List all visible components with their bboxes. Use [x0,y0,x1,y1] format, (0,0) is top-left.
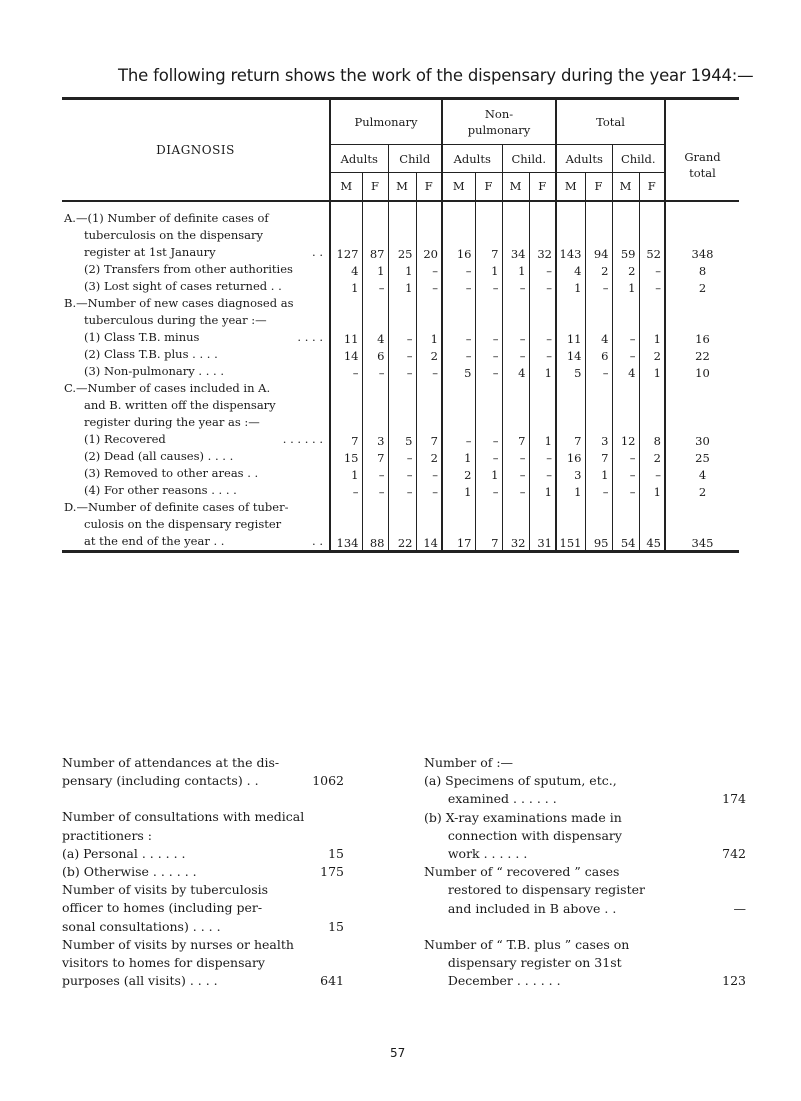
table-cell: 1 [639,295,665,346]
stat-line [424,972,746,990]
table-cell: 16 [442,201,475,261]
table-cell: 3 [556,465,585,482]
table-cell: 7 [330,380,362,448]
table-cell: 1 [362,261,388,278]
row-label-b2: (2) Class T.B. plus . . . . [62,346,330,363]
col-f: F [475,173,502,201]
table-cell: 32 [502,499,529,552]
table-cell: 4 [502,363,529,380]
table-cell: 20 [416,201,442,261]
stat-value: 174 [722,791,746,807]
col-m: M [612,173,639,201]
stat-line [62,863,344,881]
row-label-c4: (4) For other reasons . . . . [62,482,330,499]
table-cell: 151 [556,499,585,552]
col-m: M [502,173,529,201]
table-cell: – [475,380,502,448]
specimen-stats [424,754,746,990]
stat-label: examined . . . . . . [424,791,557,807]
stat-line [62,954,344,972]
stat-label: Number of “ recovered ” cases [424,864,620,880]
table-cell: 95 [585,499,612,552]
table-cell: 3 [362,380,388,448]
grand-total-cell: 2 [698,280,707,295]
table-cell: – [442,261,475,278]
stat-line [62,918,344,936]
table-cell: – [416,465,442,482]
grand-total-cell: 10 [695,365,710,380]
table-cell: 5 [388,380,416,448]
table-cell: – [639,278,665,295]
intro-text: The following return shows the work of the dispensary during the year 1944:— [118,66,754,85]
table-cell: – [442,380,475,448]
grand-total-cell: 22 [695,348,710,363]
table-cell: 1 [330,278,362,295]
table-cell: 4 [585,295,612,346]
table-cell: – [388,482,416,499]
table-cell: 1 [442,448,475,465]
grand-total-cell: 4 [698,467,707,482]
stat-label: (b) X-ray examinations made in [424,809,622,825]
stat-label: Number of :— [424,755,514,770]
stat-label: pensary (including contacts) . . [62,773,259,789]
sub-adults: Adults [330,145,388,173]
stat-line [62,827,344,845]
stat-label: (a) Specimens of sputum, etc., [424,773,617,789]
stat-line [62,754,344,772]
table-cell: 22 [388,499,416,552]
stat-label: restored to dispensary register [424,882,645,898]
table-cell: – [612,295,639,346]
table-cell: 1 [529,363,556,380]
stat-label: (a) Personal . . . . . . [62,845,186,861]
table-cell: – [475,346,502,363]
table-cell: 1 [612,278,639,295]
col-m: M [388,173,416,201]
stat-line [62,936,344,954]
stat-line [424,809,746,827]
table-cell: 4 [556,261,585,278]
table-cell: – [529,448,556,465]
stat-line [424,900,746,918]
table-cell: 45 [639,499,665,552]
table-cell: 143 [556,201,585,261]
table-cell: 3 [585,380,612,448]
table-cell: 1 [475,261,502,278]
table-cell: 1 [639,363,665,380]
table-cell: – [362,482,388,499]
table-cell: – [388,363,416,380]
table-cell: 7 [556,380,585,448]
stat-value: 123 [722,973,746,989]
stat-label: Number of visits by nurses or health [62,936,294,952]
table-cell: – [416,363,442,380]
stat-label: practitioners : [62,827,153,843]
stat-line [424,936,746,954]
stat-label: sonal consultations) . . . . [62,918,221,934]
table-cell: 7 [362,448,388,465]
table-cell: 2 [585,261,612,278]
table-cell: 15 [330,448,362,465]
stat-label: (b) Otherwise . . . . . . [62,864,197,880]
table-cell: 2 [442,465,475,482]
table-cell: 1 [502,261,529,278]
table-cell: 11 [330,295,362,346]
table-cell: 127 [330,201,362,261]
stat-label: Number of consultations with medical [62,809,305,825]
row-label-c2: (2) Dead (all causes) . . . . [62,448,330,465]
sub-child: Child. [612,145,665,173]
stat-line [424,881,746,899]
table-cell: 1 [639,482,665,499]
row-label-a3: (3) Lost sight of cases returned . . [62,278,330,295]
table-cell: – [639,465,665,482]
col-m: M [556,173,585,201]
table-cell: – [362,465,388,482]
table-cell: 1 [556,278,585,295]
table-cell: 7 [416,380,442,448]
group-pulmonary: Pulmonary [330,99,442,145]
table-cell: 1 [529,380,556,448]
table-cell: 8 [639,380,665,448]
table-cell: 5 [442,363,475,380]
table-cell: 4 [612,363,639,380]
row-label-c3: (3) Removed to other areas . . [62,465,330,482]
table-row [62,448,739,465]
table-cell: 1 [416,295,442,346]
table-cell: 134 [330,499,362,552]
table-row [62,380,739,448]
table-cell: 2 [416,346,442,363]
row-label-a2: (2) Transfers from other authorities [62,261,330,278]
stat-line [62,899,344,917]
grand-total-cell: 2 [698,484,707,499]
grand-total-cell: 345 [665,499,739,552]
table-cell: 7 [475,201,502,261]
stat-line [62,972,344,990]
table-row [62,278,739,295]
table-cell: 2 [639,346,665,363]
row-label-a1: A.—(1) Number of definite cases of tuberculosis on the dispensary register at 1st Janaury . . [62,201,330,261]
table-cell: – [529,261,556,278]
table-cell: 1 [556,482,585,499]
table-row [62,465,739,482]
table-cell: 59 [612,201,639,261]
row-label-b3: (3) Non-pulmonary . . . . [62,363,330,380]
stat-label: officer to homes (including per- [62,900,263,916]
table-row [62,346,739,363]
col-f: F [639,173,665,201]
table-cell: – [416,278,442,295]
attendance-stats [62,754,344,990]
group-total: Total [556,99,665,145]
sub-child: Child. [502,145,556,173]
stat-line [424,863,746,881]
sub-child: Child [388,145,442,173]
table-cell: – [442,346,475,363]
stat-line [62,845,344,863]
stat-line [424,772,746,790]
table-cell: 12 [612,380,639,448]
table-cell: – [502,448,529,465]
col-f: F [585,173,612,201]
stat-line [62,808,344,826]
table-cell: 31 [529,499,556,552]
table-cell: – [442,295,475,346]
table-cell: – [502,482,529,499]
table-row [62,295,739,346]
sub-adults: Adults [556,145,612,173]
row-label-c1: C.—Number of cases included in A. and B. written off the dispensary register during the year as :— (1) Recovered . . . . . . [62,380,330,448]
table-cell: 25 [388,201,416,261]
grand-total-cell: 30 [695,433,710,448]
col-m: M [330,173,362,201]
table-cell: – [502,295,529,346]
stat-value: 1062 [312,773,344,789]
grand-total-header: Grand total [665,99,739,201]
table-cell: – [612,465,639,482]
table-cell: 1 [529,482,556,499]
table-cell: – [529,465,556,482]
table-cell: 7 [475,499,502,552]
stat-label: dispensary register on 31st [424,955,622,971]
table-cell: 1 [442,482,475,499]
table-cell: – [388,448,416,465]
table-cell: 94 [585,201,612,261]
grand-total-cell: 25 [695,450,710,465]
table-cell: – [612,448,639,465]
stat-label: connection with dispensary [424,827,622,843]
stat-label: Number of visits by tuberculosis [62,882,269,898]
stat-line [62,790,344,808]
stat-label: visitors to homes for dispensary [62,955,265,971]
table-cell: 34 [502,201,529,261]
table-cell: – [388,295,416,346]
table-cell: – [362,278,388,295]
table-cell: – [529,346,556,363]
stat-value: 742 [722,846,746,862]
table-cell: – [502,278,529,295]
stat-line [424,954,746,972]
table-cell: 6 [585,346,612,363]
table-cell: – [475,363,502,380]
col-f: F [529,173,556,201]
grand-total-cell: 8 [698,263,707,278]
table-cell: 11 [556,295,585,346]
table-cell: 14 [416,499,442,552]
col-f: F [362,173,388,201]
table-row [62,201,739,261]
table-row [62,499,739,552]
table-cell: 1 [388,261,416,278]
table-cell: 4 [330,261,362,278]
table-cell: – [529,295,556,346]
stat-value: 15 [328,918,344,934]
table-cell: 14 [330,346,362,363]
table-cell: – [362,363,388,380]
stat-line [424,790,746,808]
table-cell: – [475,295,502,346]
stat-value: 641 [320,973,344,989]
table-row [62,363,739,380]
table-row [62,482,739,499]
table-cell: 2 [639,448,665,465]
table-cell: – [475,278,502,295]
row-label-d: D.—Number of definite cases of tuber- culosis on the dispensary register at the end of the year . . . . [62,499,330,552]
table-cell: 14 [556,346,585,363]
table-cell: 1 [388,278,416,295]
table-cell: 32 [529,201,556,261]
stat-label: December . . . . . . [424,973,561,989]
stat-label: Number of attendances at the dis- [62,755,280,770]
col-m: M [442,173,475,201]
table-cell: – [475,448,502,465]
table-cell: 6 [362,346,388,363]
table-cell: 4 [362,295,388,346]
table-cell: – [475,482,502,499]
table-cell: – [612,346,639,363]
table-cell: – [585,278,612,295]
stat-line [424,845,746,863]
table-row [62,261,739,278]
table-cell: – [388,346,416,363]
table-cell: – [442,278,475,295]
stat-value: — [733,900,746,916]
dispensary-return-table [62,97,739,553]
page-number: 57 [390,1046,406,1060]
table-cell: – [416,261,442,278]
table-cell: 1 [475,465,502,482]
grand-total-cell: 348 [691,246,714,261]
group-non-pulmonary: Non- pulmonary [442,99,556,145]
table-cell: 2 [612,261,639,278]
table-cell: 52 [639,201,665,261]
stat-value: 175 [320,864,344,880]
table-cell: 87 [362,201,388,261]
table-cell: – [585,482,612,499]
table-cell: 1 [585,465,612,482]
col-f: F [416,173,442,201]
table-cell: 88 [362,499,388,552]
table-cell: – [529,278,556,295]
grand-total-cell: 16 [695,331,710,346]
table-cell: 17 [442,499,475,552]
table-cell: 1 [330,465,362,482]
stat-label: and included in B above . . [424,900,617,916]
stat-line [62,772,344,790]
table-cell: 2 [416,448,442,465]
table-cell: – [612,482,639,499]
stat-line [424,918,746,936]
table-cell: – [416,482,442,499]
table-cell: – [585,363,612,380]
stat-label: Number of “ T.B. plus ” cases on [424,936,630,952]
table-cell: 7 [502,380,529,448]
diagnosis-header: DIAGNOSIS [62,99,330,201]
stat-value: 15 [328,845,344,861]
stat-label: work . . . . . . [424,846,528,862]
sub-adults: Adults [442,145,502,173]
table-cell: 16 [556,448,585,465]
table-cell: – [502,346,529,363]
table-cell: 7 [585,448,612,465]
table-cell: 54 [612,499,639,552]
table-cell: – [330,482,362,499]
table-cell: – [502,465,529,482]
stat-line [424,754,746,772]
stat-line [424,827,746,845]
table-cell: – [639,261,665,278]
stat-label: purposes (all visits) . . . . [62,973,218,989]
table-cell: 5 [556,363,585,380]
stat-line [62,881,344,899]
table-cell: – [330,363,362,380]
row-label-b1: B.—Number of new cases diagnosed as tuberculous during the year :— (1) Class T.B. minus . . . . [62,295,330,346]
table-cell: – [388,465,416,482]
